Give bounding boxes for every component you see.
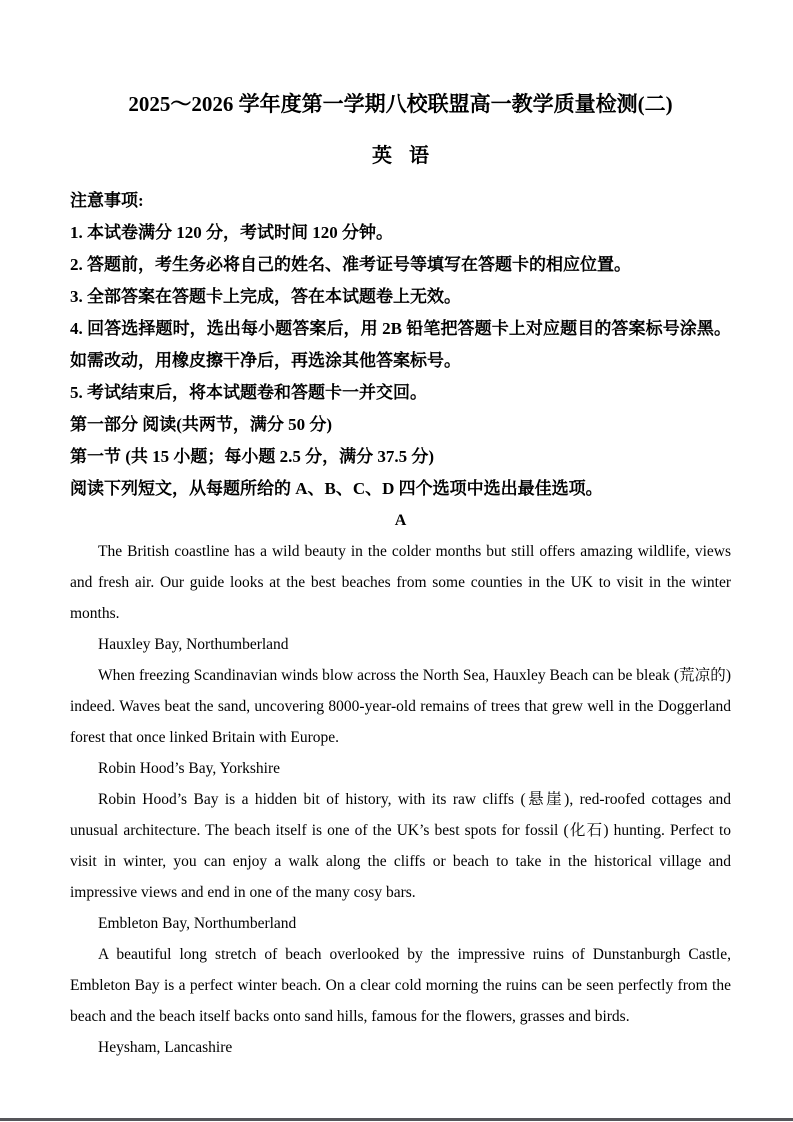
passage-a-label: A (394, 512, 407, 529)
notice-item-1: 1. 本试卷满分 120 分，考试时间 120 分钟。 (70, 223, 393, 242)
beach-heading-heysham: Heysham, Lancashire (98, 1039, 233, 1056)
part1-section1-instruction: 阅读下列短文，从每题所给的 A、B、C、D 四个选项中选出最佳选项。 (70, 479, 603, 498)
notice-item-3: 3. 全部答案在答题卡上完成，答在本试题卷上无效。 (70, 287, 461, 306)
subject-title: 英 语 (372, 145, 429, 167)
part1-section1-heading: 第一节 (共 15 小题；每小题 2.5 分，满分 37.5 分) (70, 447, 435, 466)
notice-item-2: 2. 答题前，考生务必将自己的姓名、准考证号等填写在答题卡的相应位置。 (70, 255, 631, 274)
beach-heading-embleton-bay: Embleton Bay, Northumberland (98, 915, 297, 932)
page-bottom-edge (0, 1118, 793, 1121)
part1-heading: 第一部分 阅读(共两节，满分 50 分) (70, 415, 333, 434)
beach-paragraph-hauxley-bay: When freezing Scandinavian winds blow across the North Sea, Hauxley Beach can be bleak (荒凉的) indeed. Waves beat the sand, uncovering 8000-year-old remains of trees that grew well in the Doggerland forest that once linked Britain with Europe. (70, 667, 731, 746)
exam-title: 2025～2026 学年度第一学期八校联盟高一教学质量检测(二) (128, 92, 673, 116)
beach-heading-hauxley-bay: Hauxley Bay, Northumberland (98, 636, 289, 653)
beach-paragraph-robin-hoods-bay: Robin Hood’s Bay is a hidden bit of history, with its raw cliffs (悬崖), red-roofed cottages and unusual architecture. The beach itself is one of the UK’s best spots for fossil (化石) hunting. Perfect to visit in winter, you can enjoy a walk along the cliffs or beach to take in the historical village and impressive views and end in one of the many cosy bars. (70, 791, 731, 901)
notice-item-5: 5. 考试结束后，将本试题卷和答题卡一并交回。 (70, 383, 427, 402)
notice-header: 注意事项: (70, 191, 144, 210)
notice-item-4: 4. 回答选择题时，选出每小题答案后，用 2B 铅笔把答题卡上对应题目的答案标号涂黑。如需改动，用橡皮擦干净后，再选涂其他答案标号。 (70, 319, 731, 370)
passage-a-intro: The British coastline has a wild beauty in the colder months but still offers amazing wildlife, views and fresh air. Our guide looks at the best beaches from some counties in the UK to visit in the winter months. (70, 543, 731, 622)
beach-heading-robin-hoods-bay: Robin Hood’s Bay, Yorkshire (98, 760, 280, 777)
beach-paragraph-embleton-bay: A beautiful long stretch of beach overlooked by the impressive ruins of Dunstanburgh Castle, Embleton Bay is a perfect winter beach. On a clear cold morning the ruins can be seen perfectly from the beach and the beach itself backs onto sand hills, famous for the flowers, grasses and birds. (70, 946, 731, 1025)
